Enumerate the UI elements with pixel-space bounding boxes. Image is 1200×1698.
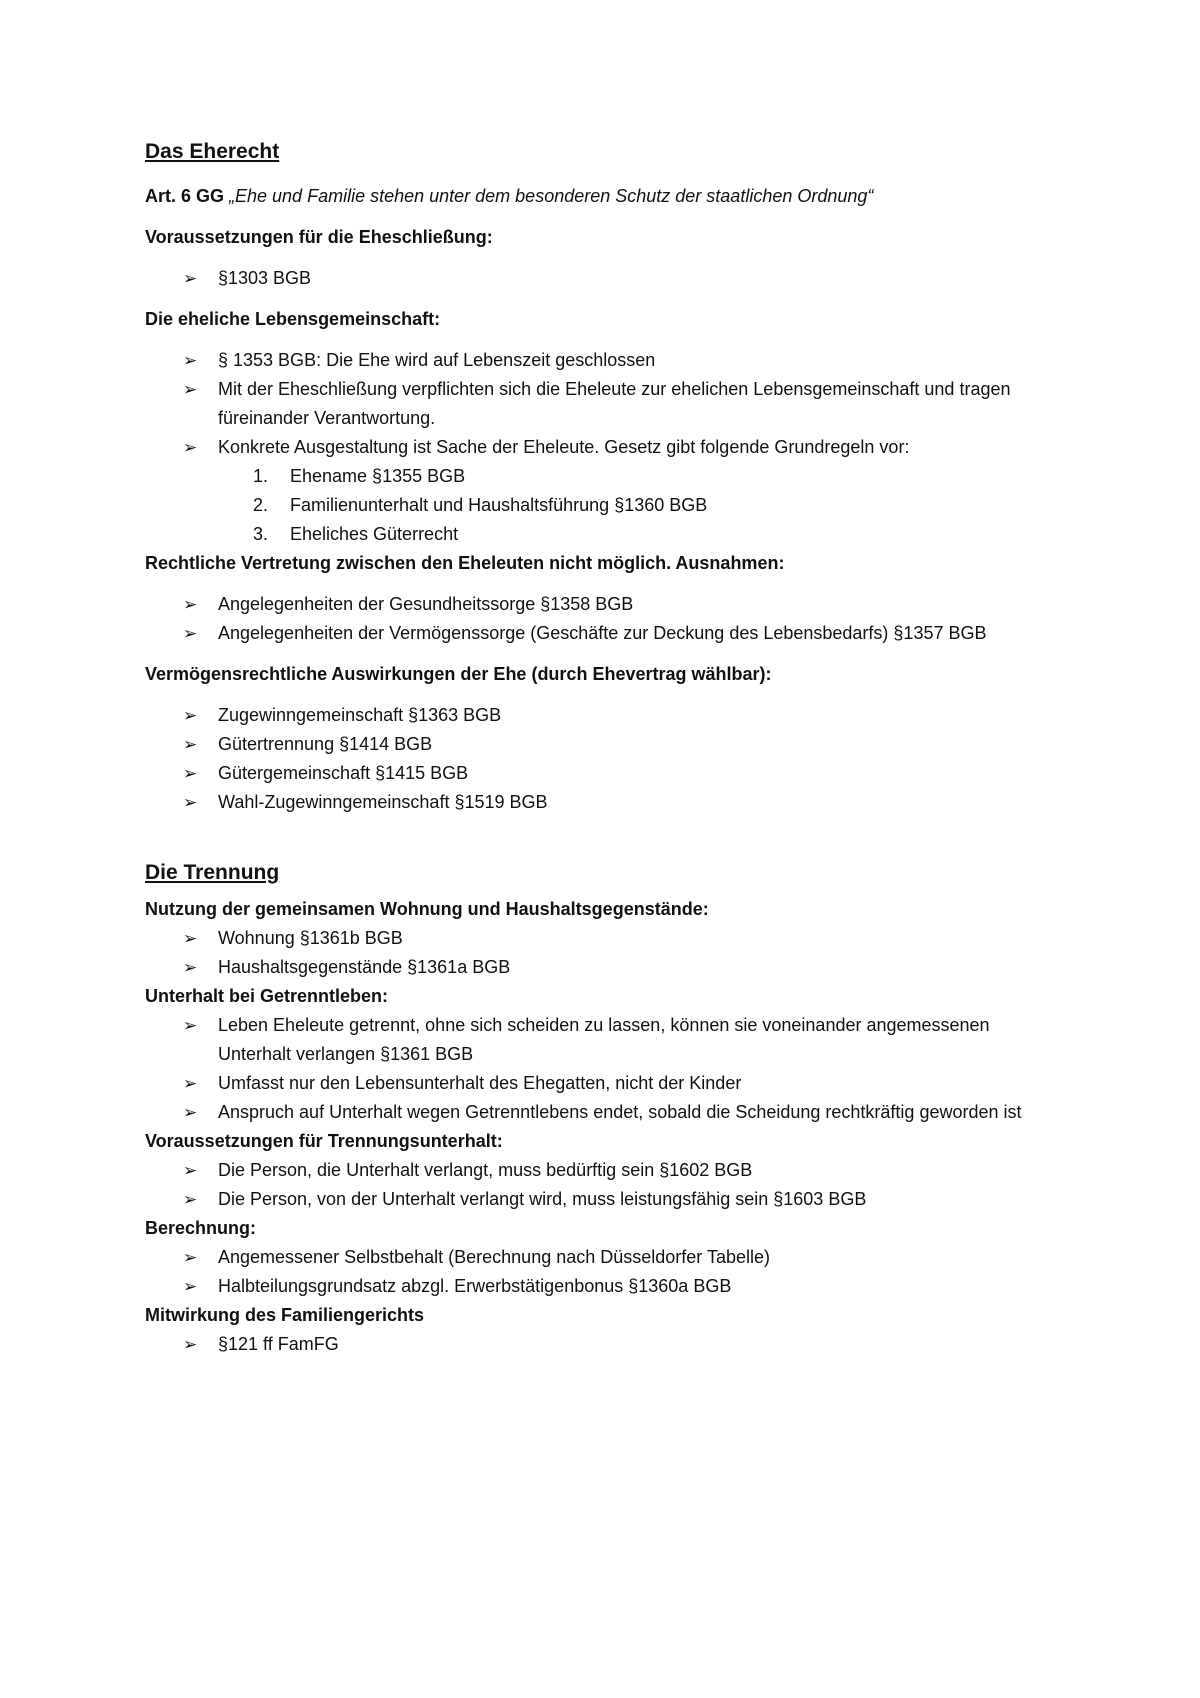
list-item: ➢ Anspruch auf Unterhalt wegen Getrenntlebens endet, sobald die Scheidung rechtkräftig geworden ist xyxy=(145,1098,1065,1127)
list-item: ➢ Gütergemeinschaft §1415 BGB xyxy=(145,759,1065,788)
list-trennungsunterhalt xyxy=(145,1156,1065,1214)
arrowhead-bullet-icon: ➢ xyxy=(183,929,198,948)
list-item: ➢ Angemessener Selbstbehalt (Berechnung nach Düsseldorfer Tabelle) xyxy=(145,1243,1065,1272)
list-item: ➢ §1303 BGB xyxy=(145,264,1065,293)
heading-trennungsunterhalt: Voraussetzungen für Trennungsunterhalt: xyxy=(145,1131,503,1151)
arrowhead-bullet-icon: ➢ xyxy=(183,1016,198,1035)
list-item: ➢ § 1353 BGB: Die Ehe wird auf Lebenszeit geschlossen xyxy=(145,346,1065,375)
numbered-item: 2. Familienunterhalt und Haushaltsführung §1360 BGB xyxy=(253,495,708,515)
list-item: ➢ Leben Eheleute getrennt, ohne sich scheiden zu lassen, können sie voneinander angemessenen Unterhalt verlangen §1361 BGB xyxy=(145,1011,1065,1069)
list-item: ➢ Zugewinngemeinschaft §1363 BGB xyxy=(145,701,1065,730)
list-item: ➢ Die Person, von der Unterhalt verlangt wird, muss leistungsfähig sein §1603 BGB xyxy=(145,1185,1065,1214)
arrowhead-bullet-icon: ➢ xyxy=(183,269,198,288)
list-item: ➢ Haushaltsgegenstände §1361a BGB xyxy=(145,953,1065,982)
arrowhead-bullet-icon: ➢ xyxy=(183,1103,198,1122)
arrowhead-bullet-icon: ➢ xyxy=(183,1277,198,1296)
arrowhead-bullet-icon: ➢ xyxy=(183,380,198,399)
numbered-item: 3. Eheliches Güterrecht xyxy=(253,524,459,544)
list-item: ➢ Mit der Eheschließung verpflichten sich die Eheleute zur ehelichen Lebensgemeinschaft und tragen füreinander Verantwortung. xyxy=(145,375,1065,433)
art-6-gg-line xyxy=(145,182,1065,211)
section-title-trennung: Die Trennung xyxy=(145,861,280,884)
list-item: ➢ Die Person, die Unterhalt verlangt, muss bedürftig sein §1602 BGB xyxy=(145,1156,1065,1185)
arrowhead-bullet-icon: ➢ xyxy=(183,958,198,977)
arrowhead-bullet-icon: ➢ xyxy=(183,764,198,783)
arrowhead-bullet-icon: ➢ xyxy=(183,735,198,754)
heading-unterhalt: Unterhalt bei Getrenntleben: xyxy=(145,986,389,1006)
heading-voraussetzungen: Voraussetzungen für die Eheschließung: xyxy=(145,227,493,247)
document-page xyxy=(145,140,1065,1359)
heading-vermoegen: Vermögensrechtliche Auswirkungen der Ehe (durch Ehevertrag wählbar): xyxy=(145,664,772,684)
list-familiengericht xyxy=(145,1330,1065,1359)
art-6-gg-label: Art. 6 GG xyxy=(145,186,225,206)
list-item: ➢ Wahl-Zugewinngemeinschaft §1519 BGB xyxy=(145,788,1065,817)
list-vermoegen xyxy=(145,701,1065,817)
list-item: ➢ §121 ff FamFG xyxy=(145,1330,1065,1359)
art-6-gg-quote: „Ehe und Familie stehen unter dem besonderen Schutz der staatlichen Ordnung“ xyxy=(224,186,874,206)
list-grundregeln xyxy=(145,462,1065,549)
arrowhead-bullet-icon: ➢ xyxy=(183,595,198,614)
list-item: ➢ Wohnung §1361b BGB xyxy=(145,924,1065,953)
arrowhead-bullet-icon: ➢ xyxy=(183,1074,198,1093)
arrowhead-bullet-icon: ➢ xyxy=(183,793,198,812)
arrowhead-bullet-icon: ➢ xyxy=(183,706,198,725)
arrowhead-bullet-icon: ➢ xyxy=(183,1335,198,1354)
heading-vertretung: Rechtliche Vertretung zwischen den Eheleuten nicht möglich. Ausnahmen: xyxy=(145,553,785,573)
list-nutzung xyxy=(145,924,1065,982)
list-vertretung xyxy=(145,590,1065,648)
list-item: ➢ Halbteilungsgrundsatz abzgl. Erwerbstätigenbonus §1360a BGB xyxy=(145,1272,1065,1301)
arrowhead-bullet-icon: ➢ xyxy=(183,1161,198,1180)
list-voraussetzungen xyxy=(145,264,1065,293)
list-item: ➢ Angelegenheiten der Vermögenssorge (Geschäfte zur Deckung des Lebensbedarfs) §1357 BGB xyxy=(145,619,1065,648)
list-item: ➢ Gütertrennung §1414 BGB xyxy=(145,730,1065,759)
heading-familiengericht: Mitwirkung des Familiengerichts xyxy=(145,1305,425,1325)
list-berechnung xyxy=(145,1243,1065,1301)
arrowhead-bullet-icon: ➢ xyxy=(183,351,198,370)
section-title-eherecht: Das Eherecht xyxy=(145,140,280,163)
arrowhead-bullet-icon: ➢ xyxy=(183,624,198,643)
list-item: ➢ Angelegenheiten der Gesundheitssorge §1358 BGB xyxy=(145,590,1065,619)
arrowhead-bullet-icon: ➢ xyxy=(183,1248,198,1267)
list-unterhalt xyxy=(145,1011,1065,1127)
list-item: ➢ Umfasst nur den Lebensunterhalt des Ehegatten, nicht der Kinder xyxy=(145,1069,1065,1098)
arrowhead-bullet-icon: ➢ xyxy=(183,438,198,457)
list-lebensgemeinschaft xyxy=(145,346,1065,462)
heading-nutzung: Nutzung der gemeinsamen Wohnung und Haushaltsgegenstände: xyxy=(145,899,709,919)
numbered-item: 1. Ehename §1355 BGB xyxy=(253,466,466,486)
heading-berechnung: Berechnung: xyxy=(145,1218,257,1238)
list-item: ➢ Konkrete Ausgestaltung ist Sache der Eheleute. Gesetz gibt folgende Grundregeln vor: xyxy=(145,433,1065,462)
arrowhead-bullet-icon: ➢ xyxy=(183,1190,198,1209)
heading-lebensgemeinschaft: Die eheliche Lebensgemeinschaft: xyxy=(145,309,441,329)
